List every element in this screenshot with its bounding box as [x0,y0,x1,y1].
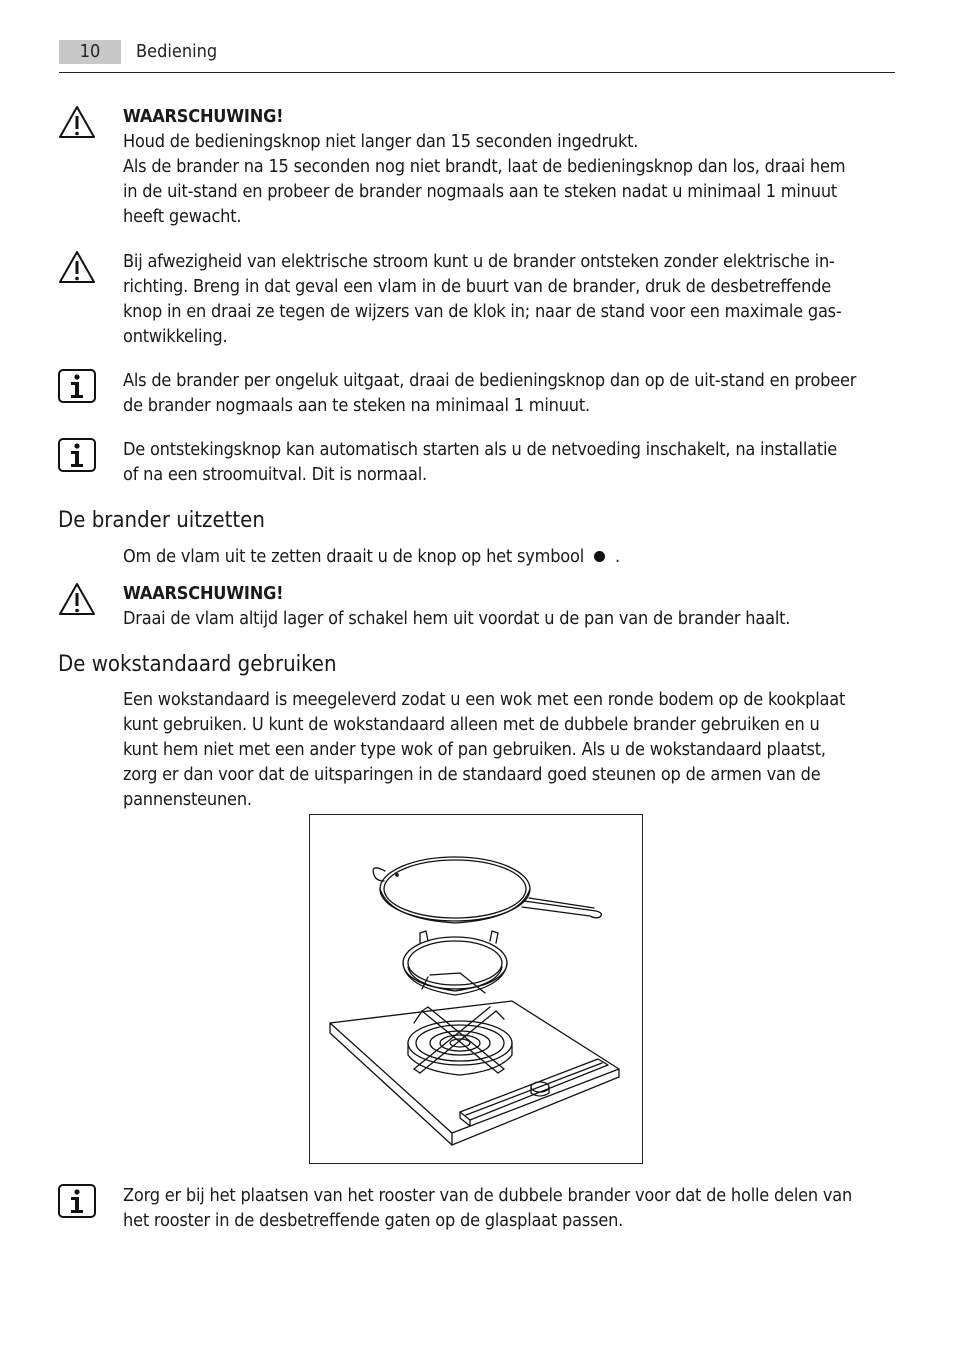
warning-title: WAARSCHUWING! [123,106,284,127]
text-fragment: Om de vlam uit te zetten draait u de knop op het symbool [123,546,584,567]
text-line: De ontstekingsknop kan automatisch starten als u de netvoeding inschakelt, na installatie [123,439,838,460]
warning-text [123,104,895,229]
text-line: Als de brander per ongeluk uitgaat, draai de bedieningsknop dan op de uit-stand en probeer [123,370,857,391]
wok-stand-illustration [309,814,643,1164]
text-line: kunt gebruiken. U kunt de wokstandaard alleen met de dubbele brander gebruiken en u [123,714,820,735]
burner-drawing [408,1007,512,1075]
text-line: richting. Breng in dat geval een vlam in de buurt van de brander, druk de desbetreffende [123,276,832,297]
off-symbol-icon [594,551,605,562]
warning-text [123,581,895,631]
section-name: Bediening [136,41,218,62]
text-line: Bij afwezigheid van elektrische stroom kunt u de brander ontsteken zonder elektrische in- [123,251,835,272]
text-line: Draai de vlam altijd lager of schakel hem uit voordat u de pan van de brander haalt. [123,608,791,629]
text-line: het rooster in de desbetreffende gaten op de glasplaat passen. [123,1210,624,1231]
text-fragment: . [615,546,620,567]
text-line: knop in en draai ze tegen de wijzers van de klok in; naar de stand voor een maximale gas- [123,301,842,322]
info-text [123,1183,895,1233]
section-heading: De wokstandaard gebruiken [58,652,337,677]
text-line: Als de brander na 15 seconden nog niet brandt, laat de bedieningsknop dan los, draai hem [123,156,846,177]
text-line: in de uit-stand en probeer de brander nogmaals aan te steken nadat u minimaal 1 minuut [123,181,838,202]
text-line: of na een stroomuitval. Dit is normaal. [123,464,427,485]
text-line: de brander nogmaals aan te steken na minimaal 1 minuut. [123,395,590,416]
warning-icon [57,581,97,617]
info-text [123,368,895,418]
text-line: Een wokstandaard is meegeleverd zodat u een wok met een ronde bodem op de kookplaat [123,689,846,710]
info-icon [57,1183,97,1219]
wok-drawing [373,857,601,923]
wok-diagram [310,815,642,1163]
section-paragraph [123,687,895,812]
section-heading: De brander uitzetten [58,508,265,533]
text-line: ontwikkeling. [123,326,228,347]
warning-title: WAARSCHUWING! [123,583,284,604]
warning-icon [57,249,97,285]
info-icon [57,437,97,473]
wok-ring-drawing [403,931,507,995]
section-paragraph [123,544,895,569]
page-header [59,40,895,73]
text-line: zorg er dan voor dat de uitsparingen in de standaard goed steunen op de armen van de [123,764,821,785]
warning-icon [57,104,97,140]
text-line: Zorg er bij het plaatsen van het rooster van de dubbele brander voor dat de holle delen van [123,1185,853,1206]
info-text [123,437,895,487]
page-number: 10 [59,40,121,64]
text-line: heeft gewacht. [123,206,242,227]
text-line: kunt hem niet met een ander type wok of pan gebruiken. Als u de wokstandaard plaatst, [123,739,826,760]
warning-text [123,249,895,349]
text-line: Houd de bedieningsknop niet langer dan 15 seconden ingedrukt. [123,131,639,152]
text-line: pannensteunen. [123,789,252,810]
info-icon [57,368,97,404]
